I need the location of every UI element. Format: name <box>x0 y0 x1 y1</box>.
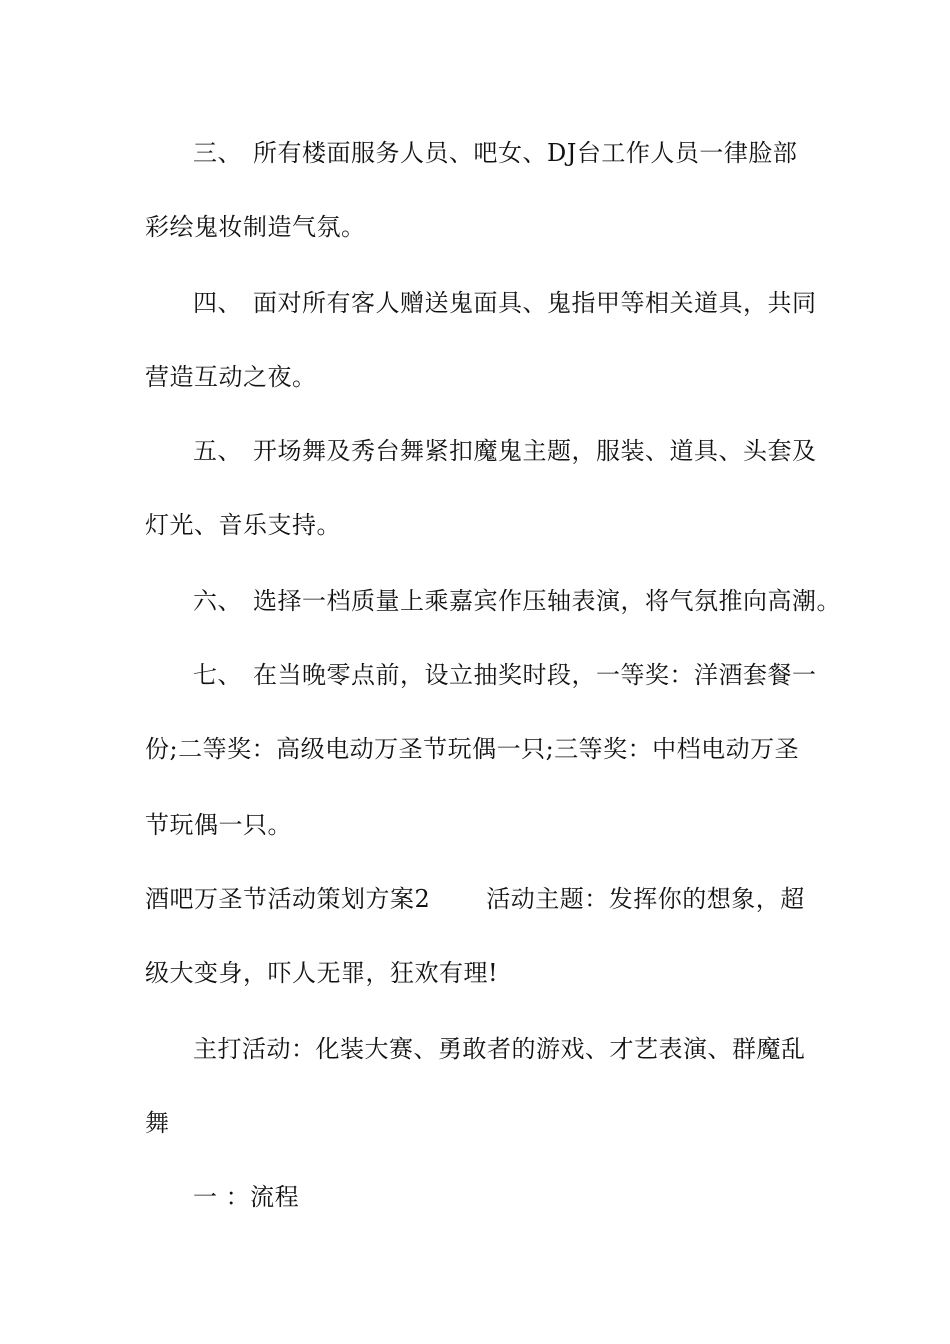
paragraph-4-line-1 <box>193 288 873 318</box>
paragraph-7-marker: 七、 <box>193 661 242 689</box>
paragraph-7-line-2: 份;二等奖：高级电动万圣节玩偶一只;三等奖：中档电动万圣 <box>145 735 800 763</box>
paragraph-5-text-1: 开场舞及秀台舞紧扣魔鬼主题，服装、道具、头套及 <box>253 437 817 465</box>
paragraph-5-line-2: 灯光、音乐支持。 <box>145 511 341 539</box>
paragraph-6-marker: 六、 <box>193 587 242 615</box>
paragraph-5-line-1 <box>193 436 873 466</box>
main-activities-line-2: 舞 <box>145 1109 170 1137</box>
paragraph-6-line-1 <box>193 586 873 616</box>
paragraph-3-line-1 <box>193 138 873 168</box>
paragraph-4-text-1: 面对所有客人赠送鬼面具、鬼指甲等相关道具，共同 <box>253 289 817 317</box>
paragraph-7-text-1: 在当晚零点前，设立抽奖时段，一等奖：洋酒套餐一 <box>253 661 817 689</box>
paragraph-7-line-1 <box>193 660 873 690</box>
section-2-title: 酒吧万圣节活动策划方案2 <box>145 885 431 913</box>
paragraph-6-text-1: 选择一档质量上乘嘉宾作压轴表演，将气氛推向高潮。 <box>253 587 841 615</box>
activity-theme-line-2: 级大变身，吓人无罪，狂欢有理! <box>145 959 499 987</box>
paragraph-4-line-2: 营造互动之夜。 <box>145 363 317 391</box>
paragraph-7-line-3: 节玩偶一只。 <box>145 811 292 839</box>
section-2-title-line <box>145 884 825 914</box>
activity-theme-line-1: 活动主题：发挥你的想象，超 <box>486 885 805 913</box>
paragraph-3-line-2: 彩绘鬼妆制造气氛。 <box>145 213 366 241</box>
paragraph-3-marker: 三、 <box>193 139 242 167</box>
paragraph-3-text-1: 所有楼面服务人员、吧女、DJ台工作人员一律脸部 <box>253 139 798 167</box>
paragraph-4-marker: 四、 <box>193 289 242 317</box>
main-activities-line-1: 主打活动：化装大赛、勇敢者的游戏、才艺表演、群魔乱 <box>193 1035 806 1063</box>
paragraph-5-marker: 五、 <box>193 437 242 465</box>
flow-heading: 一 ：流程 <box>193 1183 300 1211</box>
